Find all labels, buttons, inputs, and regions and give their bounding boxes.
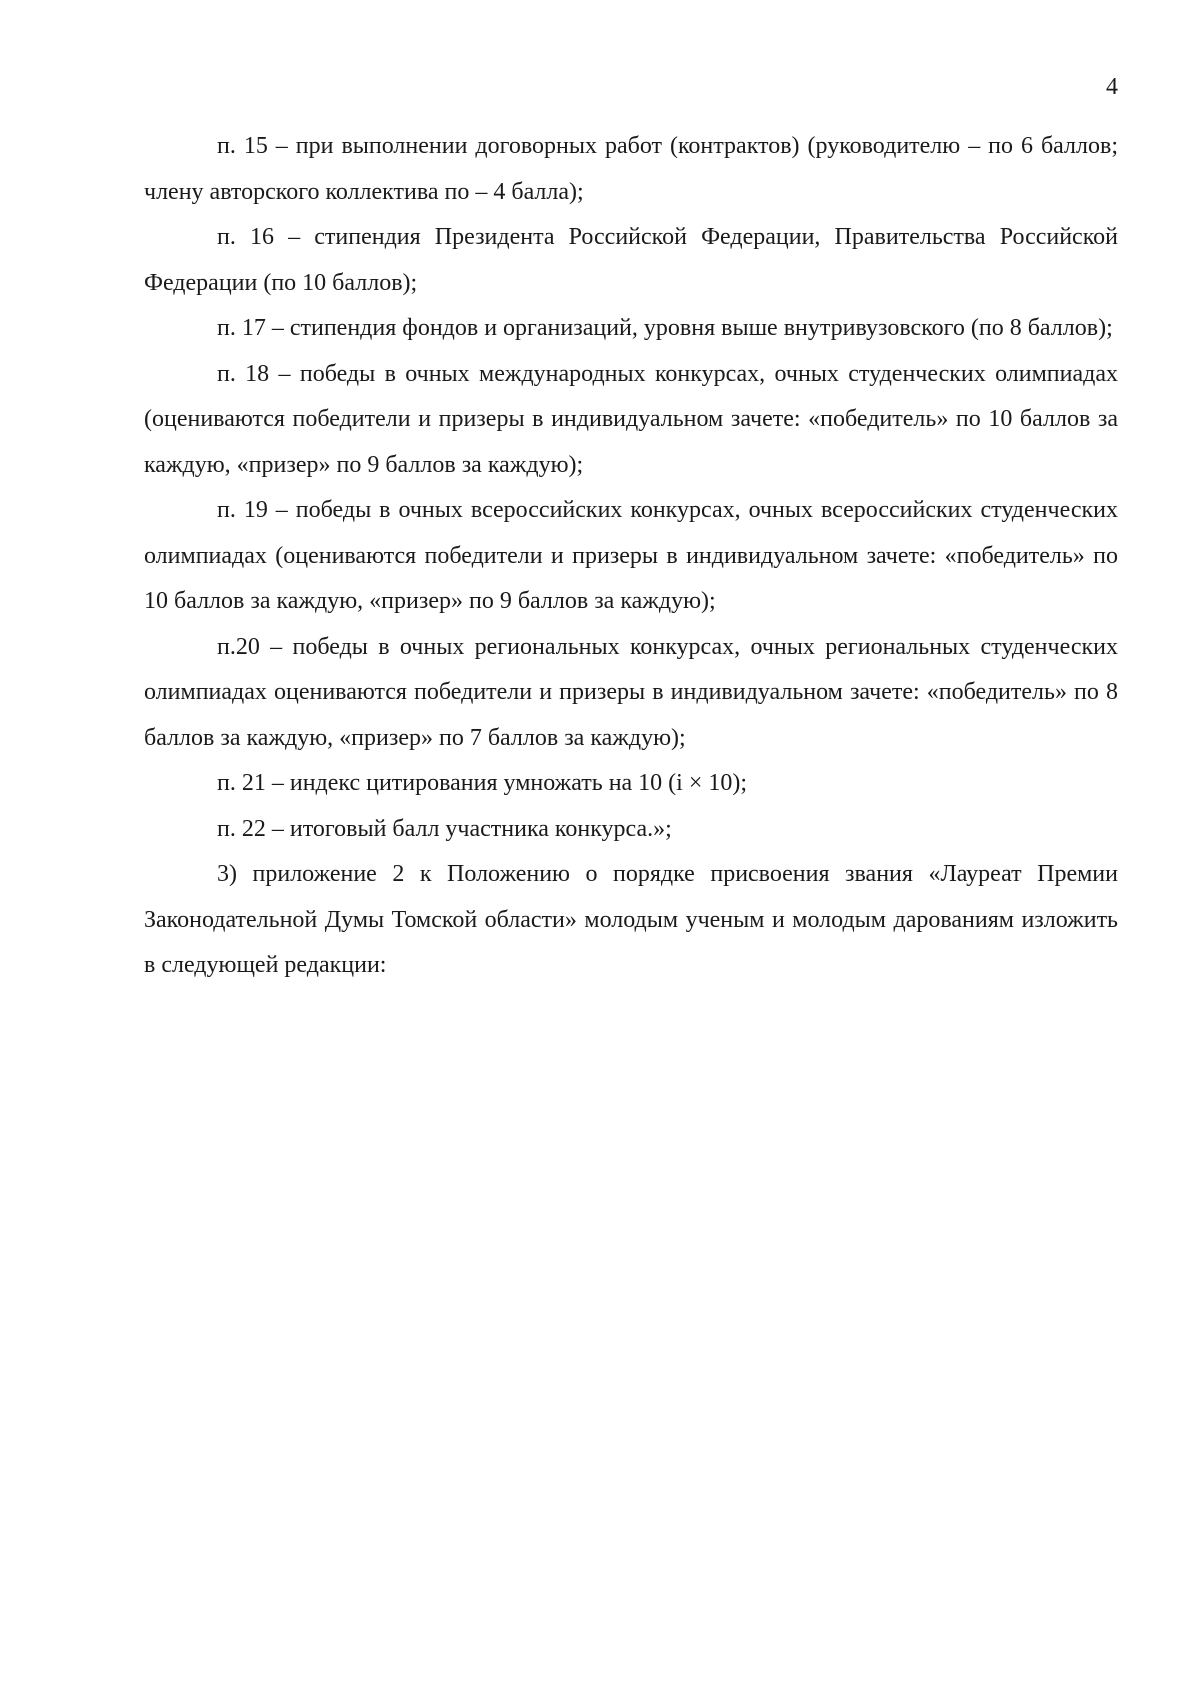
- paragraph-item-15: п. 15 – при выполнении договорных работ (контрактов) (руководителю – по 6 баллов; члену авторского коллектива по – 4 балла);: [144, 133, 1118, 205]
- paragraph-appendix-2: 3) приложение 2 к Положению о порядке присвоения звания «Лауреат Премии Законодательной Думы Томской области» молодым ученым и молодым дарованиям изложить в следующей редакции:: [144, 861, 1118, 978]
- paragraph-item-21: п. 21 – индекс цитирования умножать на 10 (i × 10);: [217, 770, 748, 796]
- paragraph-item-16: п. 16 – стипендия Президента Российской Федерации, Правительства Российской Федерации (по 10 баллов);: [144, 224, 1118, 296]
- paragraph-item-20: п.20 – победы в очных региональных конкурсах, очных региональных студенческих олимпиадах оцениваются победители и призеры в индивидуальном зачете: «победитель» по 8 баллов за каждую, «призер» по 7 баллов за каждую);: [144, 633, 1118, 751]
- paragraph-item-22: п. 22 – итоговый балл участника конкурса.»;: [217, 815, 672, 842]
- document-body: [144, 124, 1118, 989]
- paragraph-item-17: п. 17 – стипендия фондов и организаций, уровня выше внутривузовского (по 8 баллов);: [217, 315, 1113, 341]
- page-number: 4: [1106, 74, 1118, 100]
- paragraph-item-19: п. 19 – победы в очных всероссийских конкурсах, очных всероссийских студенческих олимпиадах (оцениваются победители и призеры в индивидуальном зачете: «победитель» по 10 баллов за каждую, «призер» по 9 баллов за каждую);: [144, 497, 1118, 614]
- paragraph-item-18: п. 18 – победы в очных международных конкурсах, очных студенческих олимпиадах (оцениваются победители и призеры в индивидуальном зачете: «победитель» по 10 баллов за каждую, «призер» по 9 баллов за каждую);: [144, 360, 1118, 478]
